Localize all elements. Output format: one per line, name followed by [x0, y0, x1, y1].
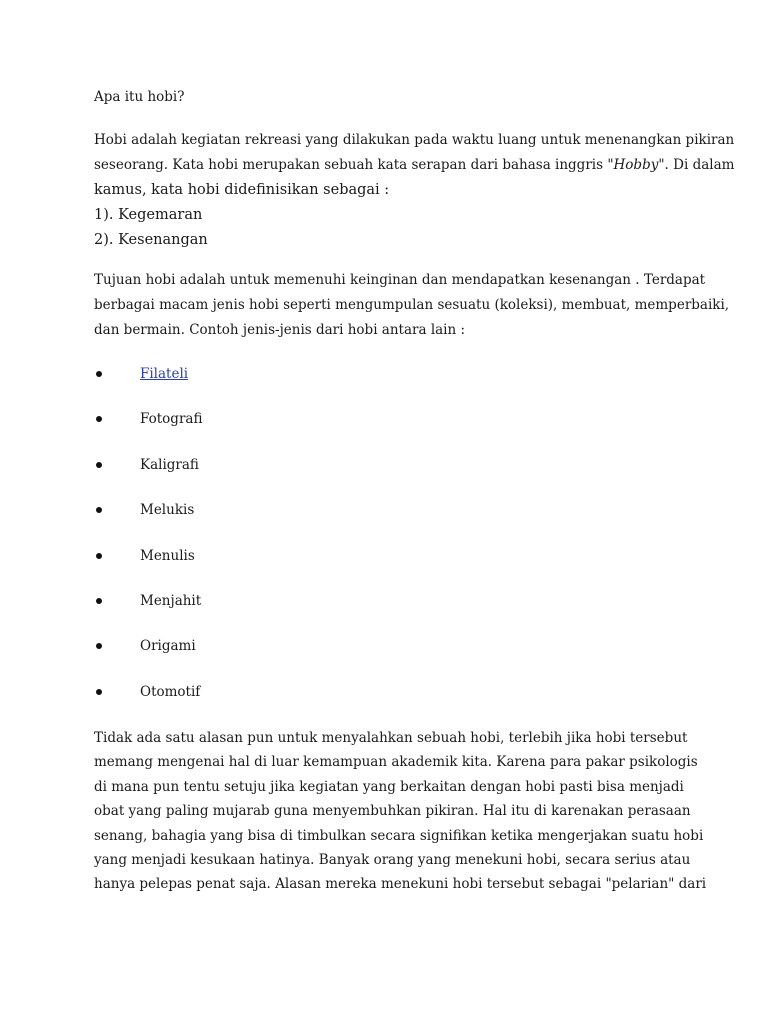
- paragraph-reasoning: [94, 726, 707, 897]
- list-item: [94, 590, 674, 635]
- list-item-label: Origami: [140, 638, 196, 655]
- paragraph-line: Tidak ada satu alasan pun untuk menyalahkan sebuah hobi, terlebih jika hobi tersebut: [94, 730, 688, 746]
- list-item-label: Otomotif: [140, 683, 201, 700]
- list-item: [94, 681, 674, 726]
- bullet-icon: [96, 553, 102, 559]
- link-filateli[interactable]: Filateli: [140, 366, 189, 382]
- bullet-icon: [96, 689, 102, 695]
- bullet-icon: [96, 598, 102, 604]
- bullet-icon: [96, 462, 102, 468]
- italic-term: Hobby: [613, 157, 659, 173]
- line-text: ". Di dalam: [658, 157, 735, 173]
- list-item: [94, 545, 674, 590]
- list-item-label: Kaligrafi: [140, 456, 199, 473]
- paragraph-line: senang, bahagia yang bisa di timbulkan secara signifikan ketika mengerjakan suatu hobi: [94, 827, 704, 844]
- line-text: seseorang. Kata hobi merupakan sebuah kata serapan dari bahasa inggris ": [94, 157, 614, 173]
- list-item: [94, 363, 674, 408]
- paragraph-line: memang mengenai hal di luar kemampuan akademik kita. Karena para pakar psikologis: [94, 754, 698, 771]
- definition-item: 1). Kegemaran: [94, 207, 203, 223]
- hobby-list: [94, 363, 674, 726]
- paragraph-line: yang menjadi kesukaan hatinya. Banyak orang yang menekuni hobi, secara serius atau: [94, 851, 691, 868]
- bullet-icon: [96, 643, 102, 649]
- paragraph-line: Tujuan hobi adalah untuk memenuhi keinginan dan mendapatkan kesenangan . Terdapat: [94, 272, 706, 288]
- paragraph-definition: [94, 128, 735, 253]
- bullet-icon: [96, 416, 102, 422]
- paragraph-line: dan bermain. Contoh jenis-jenis dari hobi antara lain :: [94, 322, 466, 338]
- list-item-label: Melukis: [140, 502, 195, 519]
- paragraph-line: di mana pun tentu setuju jika kegiatan yang berkaitan dengan hobi pasti bisa menjadi: [94, 778, 684, 795]
- paragraph-line: berbagai macam jenis hobi seperti mengumpulan sesuatu (koleksi), membuat, memperbaiki,: [94, 297, 730, 313]
- bullet-icon: [96, 371, 102, 377]
- list-item-label: Menulis: [140, 547, 195, 564]
- list-item: [94, 408, 674, 453]
- paragraph-line: kamus, kata hobi didefinisikan sebagai :: [94, 182, 390, 198]
- definition-item: 2). Kesenangan: [94, 232, 208, 248]
- paragraph-line: Hobi adalah kegiatan rekreasi yang dilakukan pada waktu luang untuk menenangkan pikiran: [94, 132, 735, 148]
- list-item: [94, 454, 674, 499]
- list-item-label: Menjahit: [140, 592, 202, 609]
- list-item-label: Fotografi: [140, 411, 203, 428]
- paragraph-line: [94, 153, 735, 178]
- list-item: [94, 499, 674, 544]
- document-page: [94, 0, 735, 1024]
- paragraph-line: obat yang paling mujarab guna menyembuhkan pikiran. Hal itu di karenakan perasaan: [94, 803, 691, 820]
- list-item: [94, 635, 674, 680]
- paragraph-purpose: [94, 268, 730, 343]
- document-title: Apa itu hobi?: [94, 89, 185, 105]
- bullet-icon: [96, 507, 102, 513]
- paragraph-line: hanya pelepas penat saja. Alasan mereka menekuni hobi tersebut sebagai "pelarian" dari: [94, 876, 707, 893]
